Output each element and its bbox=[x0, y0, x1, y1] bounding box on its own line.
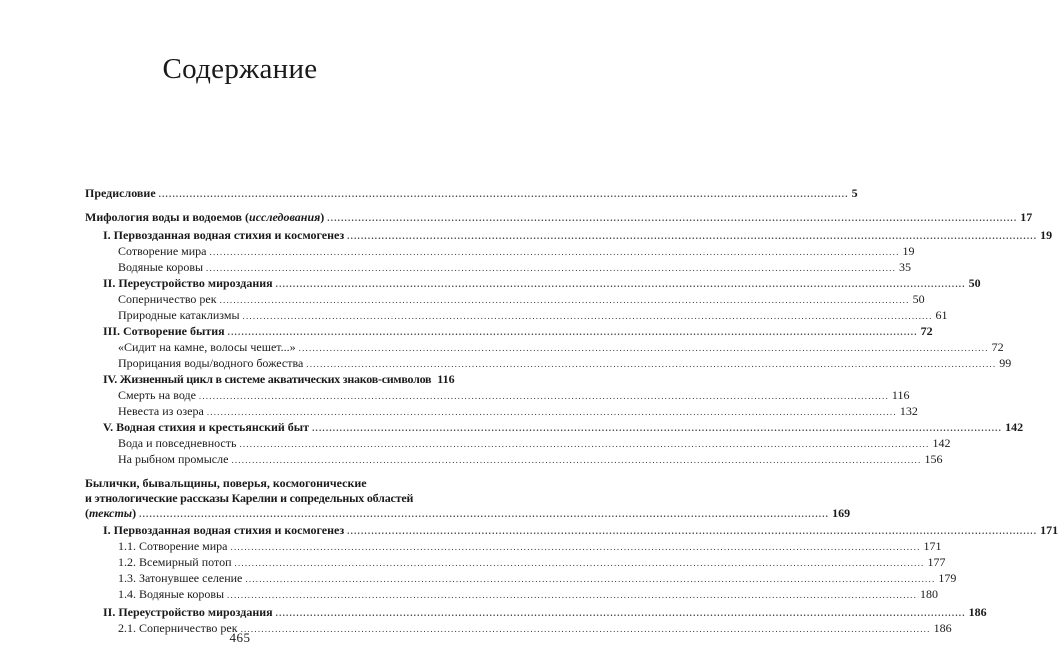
toc-page-number: 72 bbox=[920, 324, 933, 338]
toc-label: I. Первозданная водная стихия и космогенез bbox=[103, 228, 345, 242]
dot-leader: ........................................................................................................................................................................................................ bbox=[275, 608, 966, 618]
toc-label: 2.1. Соперничество рек bbox=[118, 621, 238, 635]
toc-label: Водяные коровы bbox=[118, 260, 204, 274]
toc-entry-subsection[interactable] bbox=[118, 403, 918, 419]
toc-entry-preface[interactable] bbox=[85, 185, 858, 201]
toc-label: II. Переустройство мироздания bbox=[103, 605, 273, 619]
toc-page-number: 72 bbox=[991, 340, 1004, 354]
dot-leader: ........................................................................................................................................................................................................ bbox=[158, 189, 849, 199]
toc-page-number: 156 bbox=[924, 452, 943, 466]
dot-leader: ........................................................................................................................................................................................................ bbox=[227, 590, 918, 600]
dot-leader: ........................................................................................................................................................................................................ bbox=[239, 439, 930, 449]
toc-entry-subsection[interactable] bbox=[118, 451, 943, 467]
toc-entry-section-3[interactable] bbox=[103, 323, 933, 339]
toc-label: 1.4. Водяные коровы bbox=[118, 587, 225, 601]
dot-leader: ........................................................................................................................................................................................................ bbox=[227, 327, 918, 337]
toc-entry-section-1[interactable] bbox=[103, 227, 1053, 243]
toc-part-2-line-2[interactable]: и этнологические рассказы Карелии и сопредельных областей bbox=[85, 491, 414, 505]
dot-leader: ........................................................................................................................................................................................................ bbox=[245, 574, 936, 584]
toc-part-2-line-1[interactable]: Былички, бывальщины, поверья, космогонические bbox=[85, 476, 367, 490]
dot-leader: ........................................................................................................................................................................................................ bbox=[347, 231, 1038, 241]
toc-page-number: 169 bbox=[832, 506, 851, 520]
dot-leader: ........................................................................................................................................................................................................ bbox=[198, 391, 889, 401]
toc-label: 1.1. Сотворение мира bbox=[118, 539, 228, 553]
toc-entry-subsection[interactable] bbox=[118, 435, 951, 451]
dot-leader: ........................................................................................................................................................................................................ bbox=[327, 213, 1018, 223]
toc-page-number: 177 bbox=[927, 555, 946, 569]
toc-entry-subsection[interactable] bbox=[118, 339, 1004, 355]
toc-entry-subsection[interactable] bbox=[118, 243, 915, 259]
toc-label: II. Переустройство мироздания bbox=[103, 276, 273, 290]
toc-page-number: 116 bbox=[891, 388, 910, 402]
toc-label: Сотворение мира bbox=[118, 244, 207, 258]
toc-label: 1.3. Затонувшее селение bbox=[118, 571, 243, 585]
toc-label: Вода и повседневность bbox=[118, 436, 237, 450]
toc-page-number: 35 bbox=[899, 260, 912, 274]
toc-label: IV. Жизненный цикл в системе акватических знаков-символов bbox=[103, 372, 432, 386]
dot-leader: ........................................................................................................................................................................................................ bbox=[231, 455, 922, 465]
toc-page-number: 132 bbox=[899, 404, 918, 418]
toc-entry-part-1[interactable] bbox=[85, 209, 1033, 225]
dot-leader: ........................................................................................................................................................................................................ bbox=[298, 343, 989, 353]
toc-page-number: 142 bbox=[1005, 420, 1024, 434]
toc-page-number: 50 bbox=[912, 292, 925, 306]
dot-leader: ........................................................................................................................................................................................................ bbox=[139, 509, 830, 519]
toc-entry-subsection[interactable] bbox=[118, 355, 1012, 371]
dot-leader: ........................................................................................................................................................................................................ bbox=[306, 359, 997, 369]
toc-label: Прорицания воды/водного божества bbox=[118, 356, 304, 370]
toc-label: На рыбном промысле bbox=[118, 452, 229, 466]
toc-label: Мифология воды и водоемов (исследования) bbox=[85, 210, 325, 224]
toc-entry-subsection[interactable] bbox=[118, 291, 925, 307]
toc-page-number: 99 bbox=[999, 356, 1012, 370]
toc-label: Соперничество рек bbox=[118, 292, 217, 306]
dot-leader: ........................................................................................................................................................................................................ bbox=[206, 263, 897, 273]
toc-label: Невеста из озера bbox=[118, 404, 204, 418]
toc-label: Природные катаклизмы bbox=[118, 308, 240, 322]
toc-label: III. Сотворение бытия bbox=[103, 324, 225, 338]
toc-entry-section-2[interactable] bbox=[103, 275, 981, 291]
toc-entry-subsection[interactable] bbox=[118, 570, 957, 586]
toc-page-number: 180 bbox=[920, 587, 939, 601]
toc-page-number: 19 bbox=[902, 244, 915, 258]
toc-label: V. Водная стихия и крестьянский быт bbox=[103, 420, 310, 434]
toc-page-number: 179 bbox=[938, 571, 957, 585]
toc-label: Предисловие bbox=[85, 186, 156, 200]
page-title: Содержание bbox=[162, 53, 318, 85]
dot-leader: ........................................................................................................................................................................................................ bbox=[234, 558, 925, 568]
toc-entry-subsection[interactable] bbox=[118, 538, 942, 554]
page-number: 465 bbox=[229, 630, 251, 645]
dot-leader: ........................................................................................................................................................................................................ bbox=[275, 279, 966, 289]
toc-entry-subsection[interactable] bbox=[118, 307, 948, 323]
toc-page-number: 186 bbox=[968, 605, 987, 619]
dot-leader: ........................................................................................................................................................................................................ bbox=[347, 526, 1038, 536]
toc-label: I. Первозданная водная стихия и космогенез bbox=[103, 523, 345, 537]
toc-entry-subsection[interactable] bbox=[118, 554, 946, 570]
toc-entry-subsection[interactable] bbox=[118, 259, 912, 275]
dot-leader: ........................................................................................................................................................................................................ bbox=[240, 624, 931, 634]
toc-label: «Сидит на камне, волосы чешет...» bbox=[118, 340, 296, 354]
toc-page-number: 116 bbox=[437, 372, 455, 386]
toc-page-number: 50 bbox=[968, 276, 981, 290]
toc-label: (тексты) bbox=[85, 506, 137, 520]
dot-leader: ........................................................................................................................................................................................................ bbox=[312, 423, 1003, 433]
dot-leader: ........................................................................................................................................................................................................ bbox=[230, 542, 921, 552]
toc-page-number: 5 bbox=[851, 186, 858, 200]
toc-page-number: 186 bbox=[933, 621, 952, 635]
toc-entry-texts-section-2[interactable] bbox=[103, 604, 987, 620]
toc-page-number: 171 bbox=[1040, 523, 1058, 537]
toc-entry-part-2[interactable] bbox=[85, 505, 851, 521]
toc-entry-subsection[interactable] bbox=[118, 387, 910, 403]
toc-page-number: 19 bbox=[1040, 228, 1053, 242]
toc-entry-section-4[interactable] bbox=[103, 371, 455, 387]
dot-leader: ........................................................................................................................................................................................................ bbox=[206, 407, 897, 417]
dot-leader: ........................................................................................................................................................................................................ bbox=[219, 295, 910, 305]
toc-page-number: 17 bbox=[1020, 210, 1033, 224]
toc-page-number: 142 bbox=[932, 436, 951, 450]
toc-label: Смерть на воде bbox=[118, 388, 196, 402]
toc-label: 1.2. Всемирный потоп bbox=[118, 555, 232, 569]
toc-entry-texts-section-1[interactable] bbox=[103, 522, 1058, 538]
toc-entry-section-5[interactable] bbox=[103, 419, 1024, 435]
dot-leader: ........................................................................................................................................................................................................ bbox=[209, 247, 900, 257]
toc-page-number: 61 bbox=[935, 308, 948, 322]
toc-entry-subsection[interactable] bbox=[118, 586, 939, 602]
toc-page-number: 171 bbox=[923, 539, 942, 553]
dot-leader: ........................................................................................................................................................................................................ bbox=[242, 311, 933, 321]
